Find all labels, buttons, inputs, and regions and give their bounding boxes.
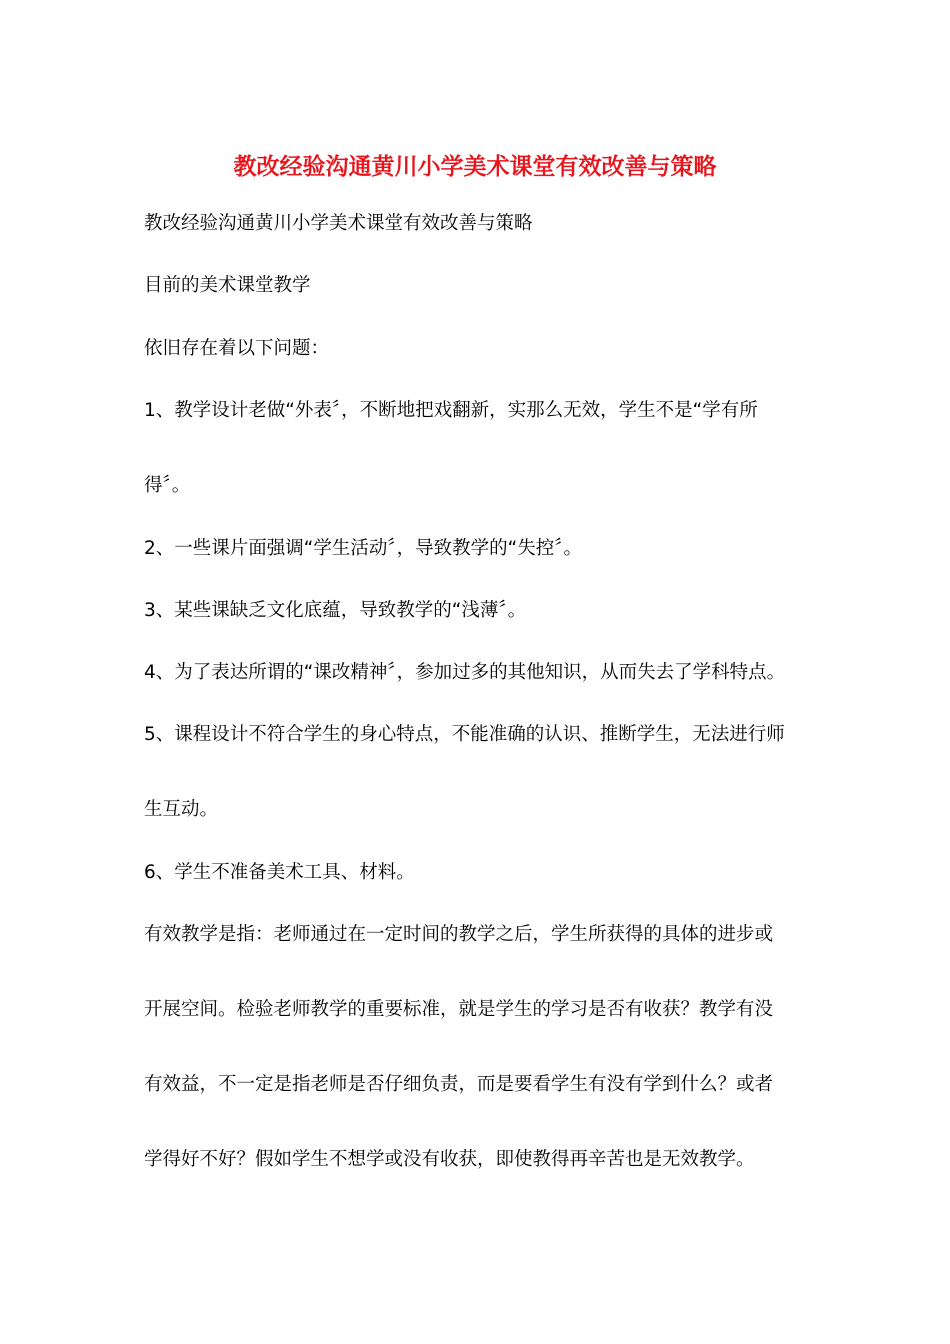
document-title: 教改经验沟通黄川小学美术课堂有效改善与策略 (233, 153, 717, 180)
list-item-5-line-1: 5、课程设计不符合学生的身心特点，不能准确的认识、推断学生，无法进行师 (144, 724, 785, 745)
paragraph-effective-teaching-line-3: 有效益，不一定是指老师是否仔细负责，而是要看学生有没有学到什么？或者 (144, 1074, 774, 1095)
list-item-3: 3、某些课缺乏文化底蕴，导致教学的“浅薄〞。 (144, 600, 527, 621)
list-item-6: 6、学生不准备美术工具、材料。 (144, 862, 415, 883)
paragraph-effective-teaching-line-4: 学得好不好？假如学生不想学或没有收获，即使教得再辛苦也是无效教学。 (144, 1149, 755, 1170)
paragraph-line-problems-intro: 依旧存在着以下问题： (144, 338, 330, 359)
list-item-1-line-1: 1、教学设计老做“外表〞，不断地把戏翻新，实那么无效，学生不是“学有所 (144, 400, 758, 421)
paragraph-line-current-teaching: 目前的美术课堂教学 (144, 275, 311, 296)
list-item-2: 2、一些课片面强调“学生活动〞，导致教学的“失控〞。 (144, 538, 582, 559)
list-item-1-line-2: 得〞。 (144, 475, 191, 496)
paragraph-line-repeat-title: 教改经验沟通黄川小学美术课堂有效改善与策略 (144, 213, 533, 234)
list-item-4: 4、为了表达所谓的“课改精神〞，参加过多的其他知识，从而失去了学科特点。 (144, 662, 786, 683)
list-item-5-line-2: 生互动。 (144, 799, 219, 820)
paragraph-effective-teaching-line-2: 开展空间。检验老师教学的重要标准，就是学生的学习是否有收获？教学有没 (144, 999, 774, 1020)
paragraph-effective-teaching-line-1: 有效教学是指：老师通过在一定时间的教学之后，学生所获得的具体的进步或 (144, 924, 774, 945)
